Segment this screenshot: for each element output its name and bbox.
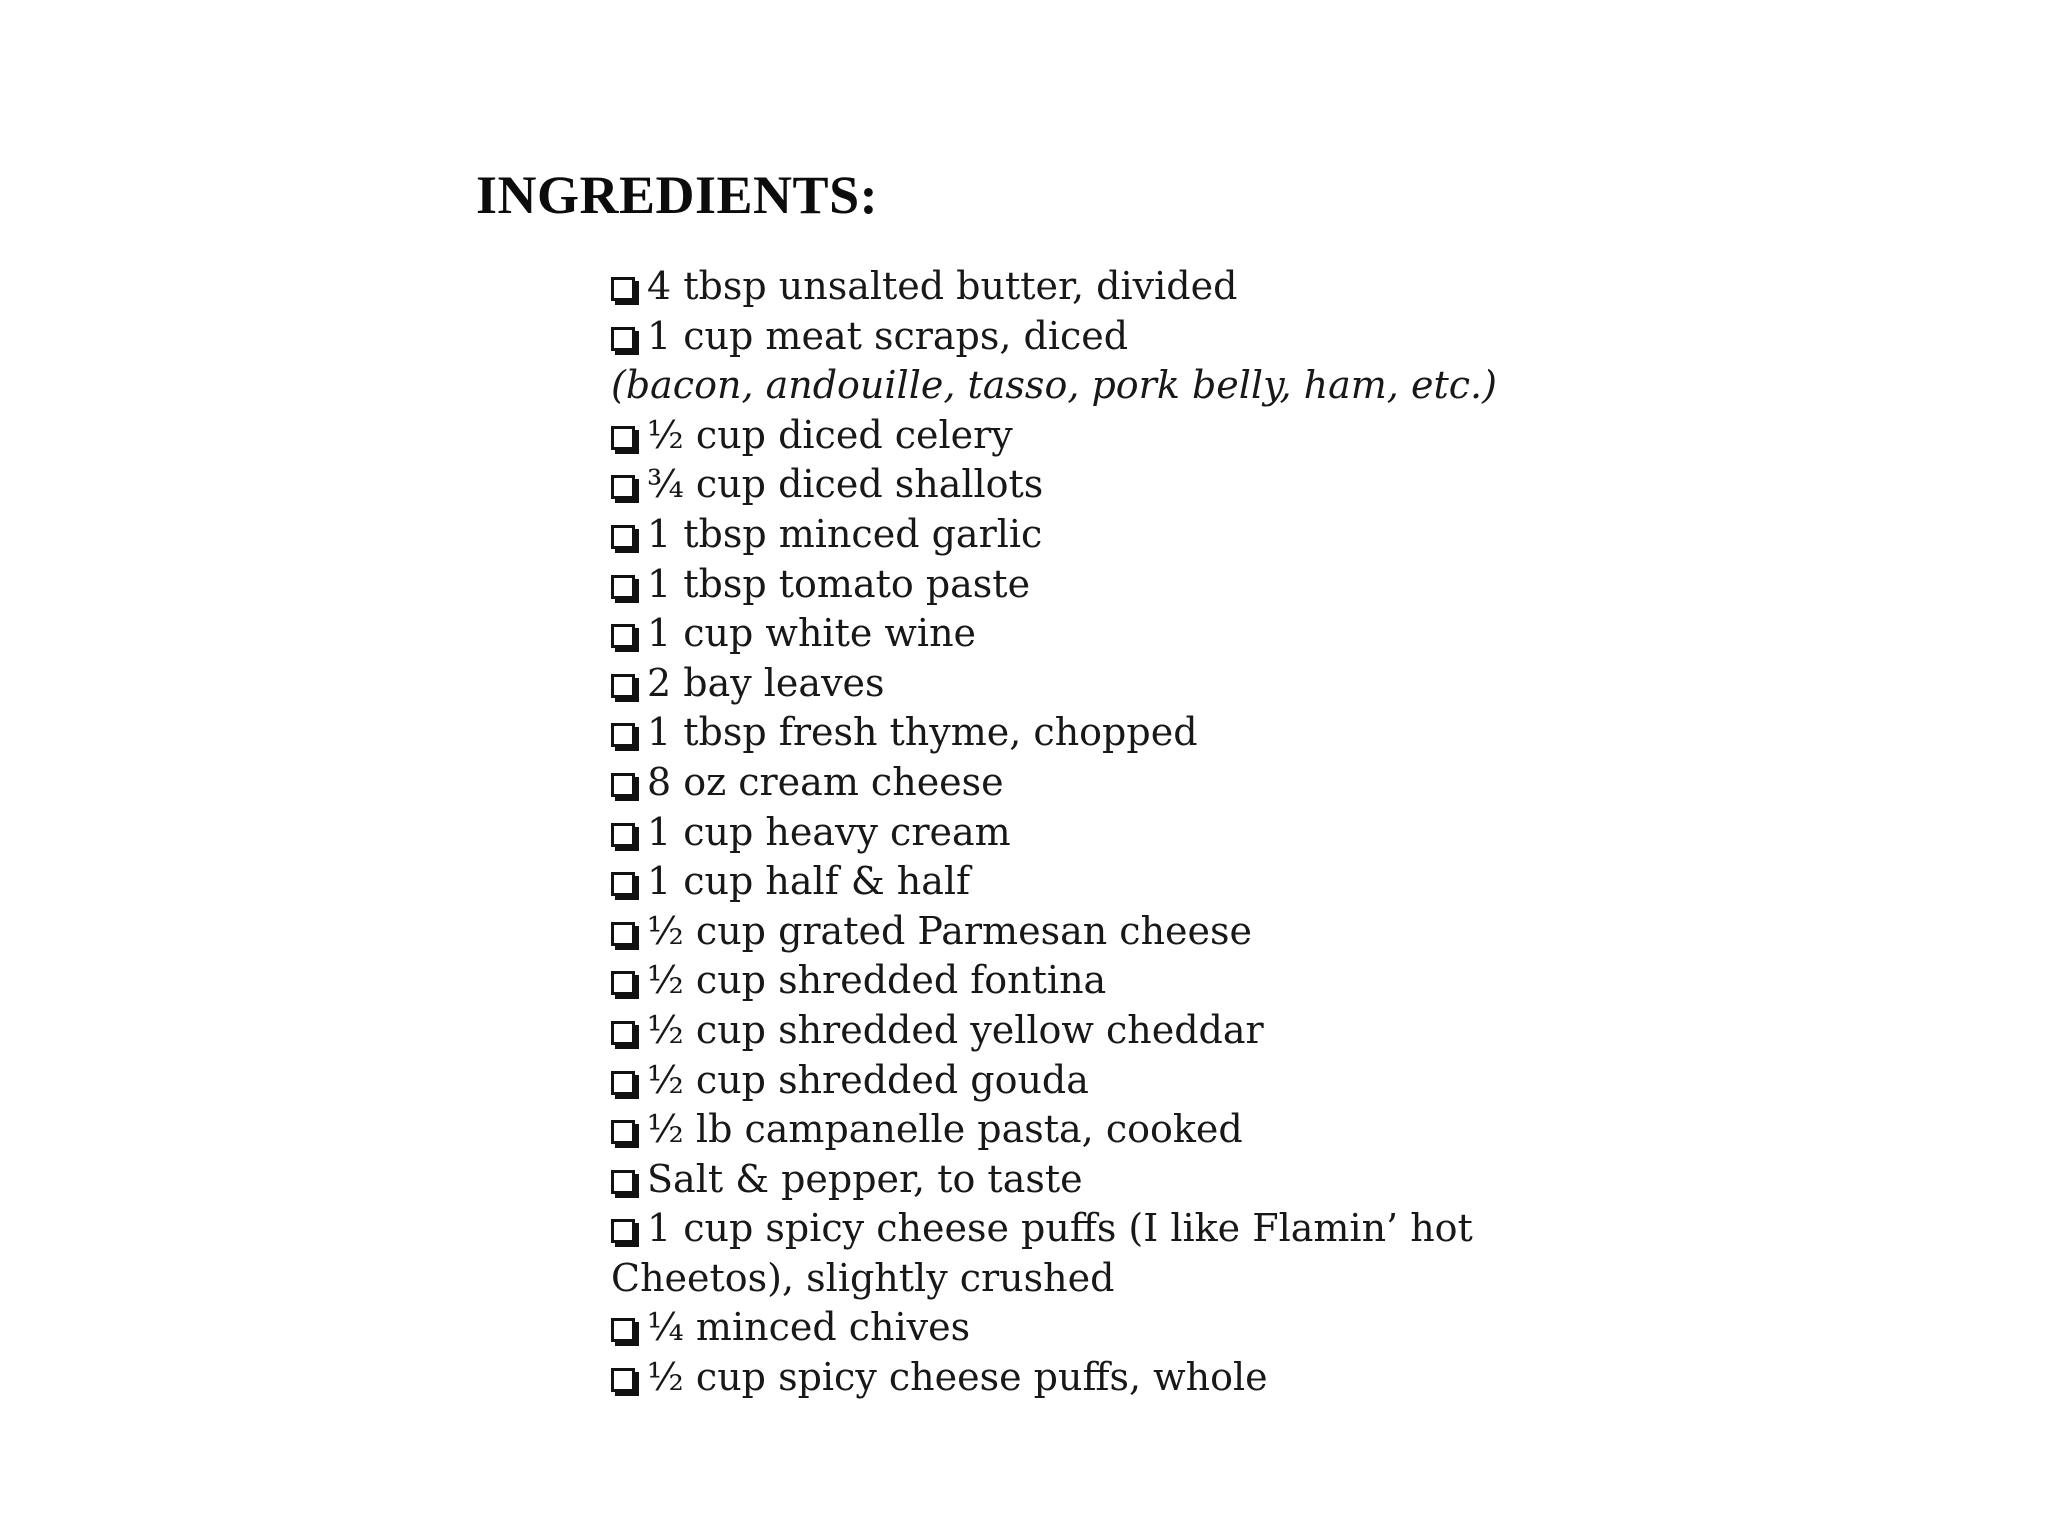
checkbox-icon[interactable]	[611, 1219, 635, 1243]
ingredient-item	[611, 907, 1611, 957]
ingredient-text: 8 oz cream cheese	[647, 759, 1004, 804]
ingredient-text: 1 tbsp fresh thyme, chopped	[647, 710, 1198, 755]
ingredient-item	[611, 758, 1611, 808]
checkbox-icon[interactable]	[611, 872, 635, 896]
ingredient-item	[611, 510, 1611, 560]
checkbox-icon[interactable]	[611, 1318, 635, 1342]
ingredient-text: ½ cup diced celery	[647, 412, 1013, 457]
checkbox-icon[interactable]	[611, 1170, 635, 1194]
ingredient-text: Cheetos), slightly crushed	[611, 1255, 1115, 1300]
ingredient-text: 1 tbsp minced garlic	[647, 511, 1043, 556]
checkbox-icon[interactable]	[611, 1120, 635, 1144]
checkbox-icon[interactable]	[611, 475, 635, 499]
ingredient-item	[611, 262, 1611, 312]
checkbox-icon[interactable]	[611, 575, 635, 599]
ingredient-text: 1 cup half & half	[647, 859, 971, 904]
ingredient-item	[611, 956, 1611, 1006]
ingredient-text: ½ cup shredded gouda	[647, 1057, 1089, 1102]
ingredient-item	[611, 312, 1611, 362]
ingredient-item	[611, 659, 1611, 709]
ingredient-item	[611, 857, 1611, 907]
ingredient-text: 1 cup heavy cream	[647, 809, 1011, 854]
checkbox-icon[interactable]	[611, 922, 635, 946]
ingredient-item	[611, 808, 1611, 858]
checkbox-icon[interactable]	[611, 1071, 635, 1095]
ingredient-text: 2 bay leaves	[647, 660, 885, 705]
ingredient-item	[611, 1303, 1611, 1353]
ingredient-text: ¾ cup diced shallots	[647, 462, 1044, 507]
ingredient-item	[611, 1105, 1611, 1155]
checkbox-icon[interactable]	[611, 674, 635, 698]
checkbox-icon[interactable]	[611, 823, 635, 847]
checkbox-icon[interactable]	[611, 971, 635, 995]
ingredient-item	[611, 1204, 1611, 1254]
ingredient-continuation	[611, 1254, 1611, 1304]
ingredient-item	[611, 1056, 1611, 1106]
ingredient-text: 1 cup meat scraps, diced	[647, 313, 1129, 358]
ingredient-item	[611, 560, 1611, 610]
checkbox-icon[interactable]	[611, 327, 635, 351]
ingredients-list	[611, 262, 1611, 1403]
ingredient-note	[611, 361, 1611, 411]
ingredient-item	[611, 609, 1611, 659]
checkbox-icon[interactable]	[611, 426, 635, 450]
ingredients-heading: INGREDIENTS:	[476, 165, 879, 225]
ingredient-text: 4 tbsp unsalted butter, divided	[647, 264, 1238, 308]
ingredient-text: ½ cup grated Parmesan cheese	[647, 908, 1253, 953]
ingredient-text: ½ cup shredded fontina	[647, 958, 1107, 1003]
ingredient-text: ½ cup spicy cheese puffs, whole	[647, 1355, 1268, 1400]
ingredient-item	[611, 460, 1611, 510]
ingredient-item	[611, 411, 1611, 461]
checkbox-icon[interactable]	[611, 723, 635, 747]
checkbox-icon[interactable]	[611, 1368, 635, 1392]
checkbox-icon[interactable]	[611, 277, 635, 301]
ingredient-text: 1 cup white wine	[647, 611, 977, 656]
ingredient-text: ¼ minced chives	[647, 1305, 971, 1350]
checkbox-icon[interactable]	[611, 525, 635, 549]
ingredient-item	[611, 1353, 1611, 1403]
ingredient-note-text: (bacon, andouille, tasso, pork belly, ham, etc.)	[611, 363, 1497, 408]
ingredient-item	[611, 1155, 1611, 1205]
checkbox-icon[interactable]	[611, 773, 635, 797]
ingredient-item	[611, 1006, 1611, 1056]
ingredient-item	[611, 708, 1611, 758]
ingredient-text: ½ lb campanelle pasta, cooked	[647, 1107, 1243, 1152]
ingredient-text: ½ cup shredded yellow cheddar	[647, 1007, 1264, 1052]
ingredient-text: Salt & pepper, to taste	[647, 1156, 1083, 1201]
checkbox-icon[interactable]	[611, 624, 635, 648]
ingredient-text: 1 tbsp tomato paste	[647, 561, 1031, 606]
checkbox-icon[interactable]	[611, 1021, 635, 1045]
ingredient-text: 1 cup spicy cheese puffs (I like Flamin’ hot	[647, 1206, 1473, 1251]
